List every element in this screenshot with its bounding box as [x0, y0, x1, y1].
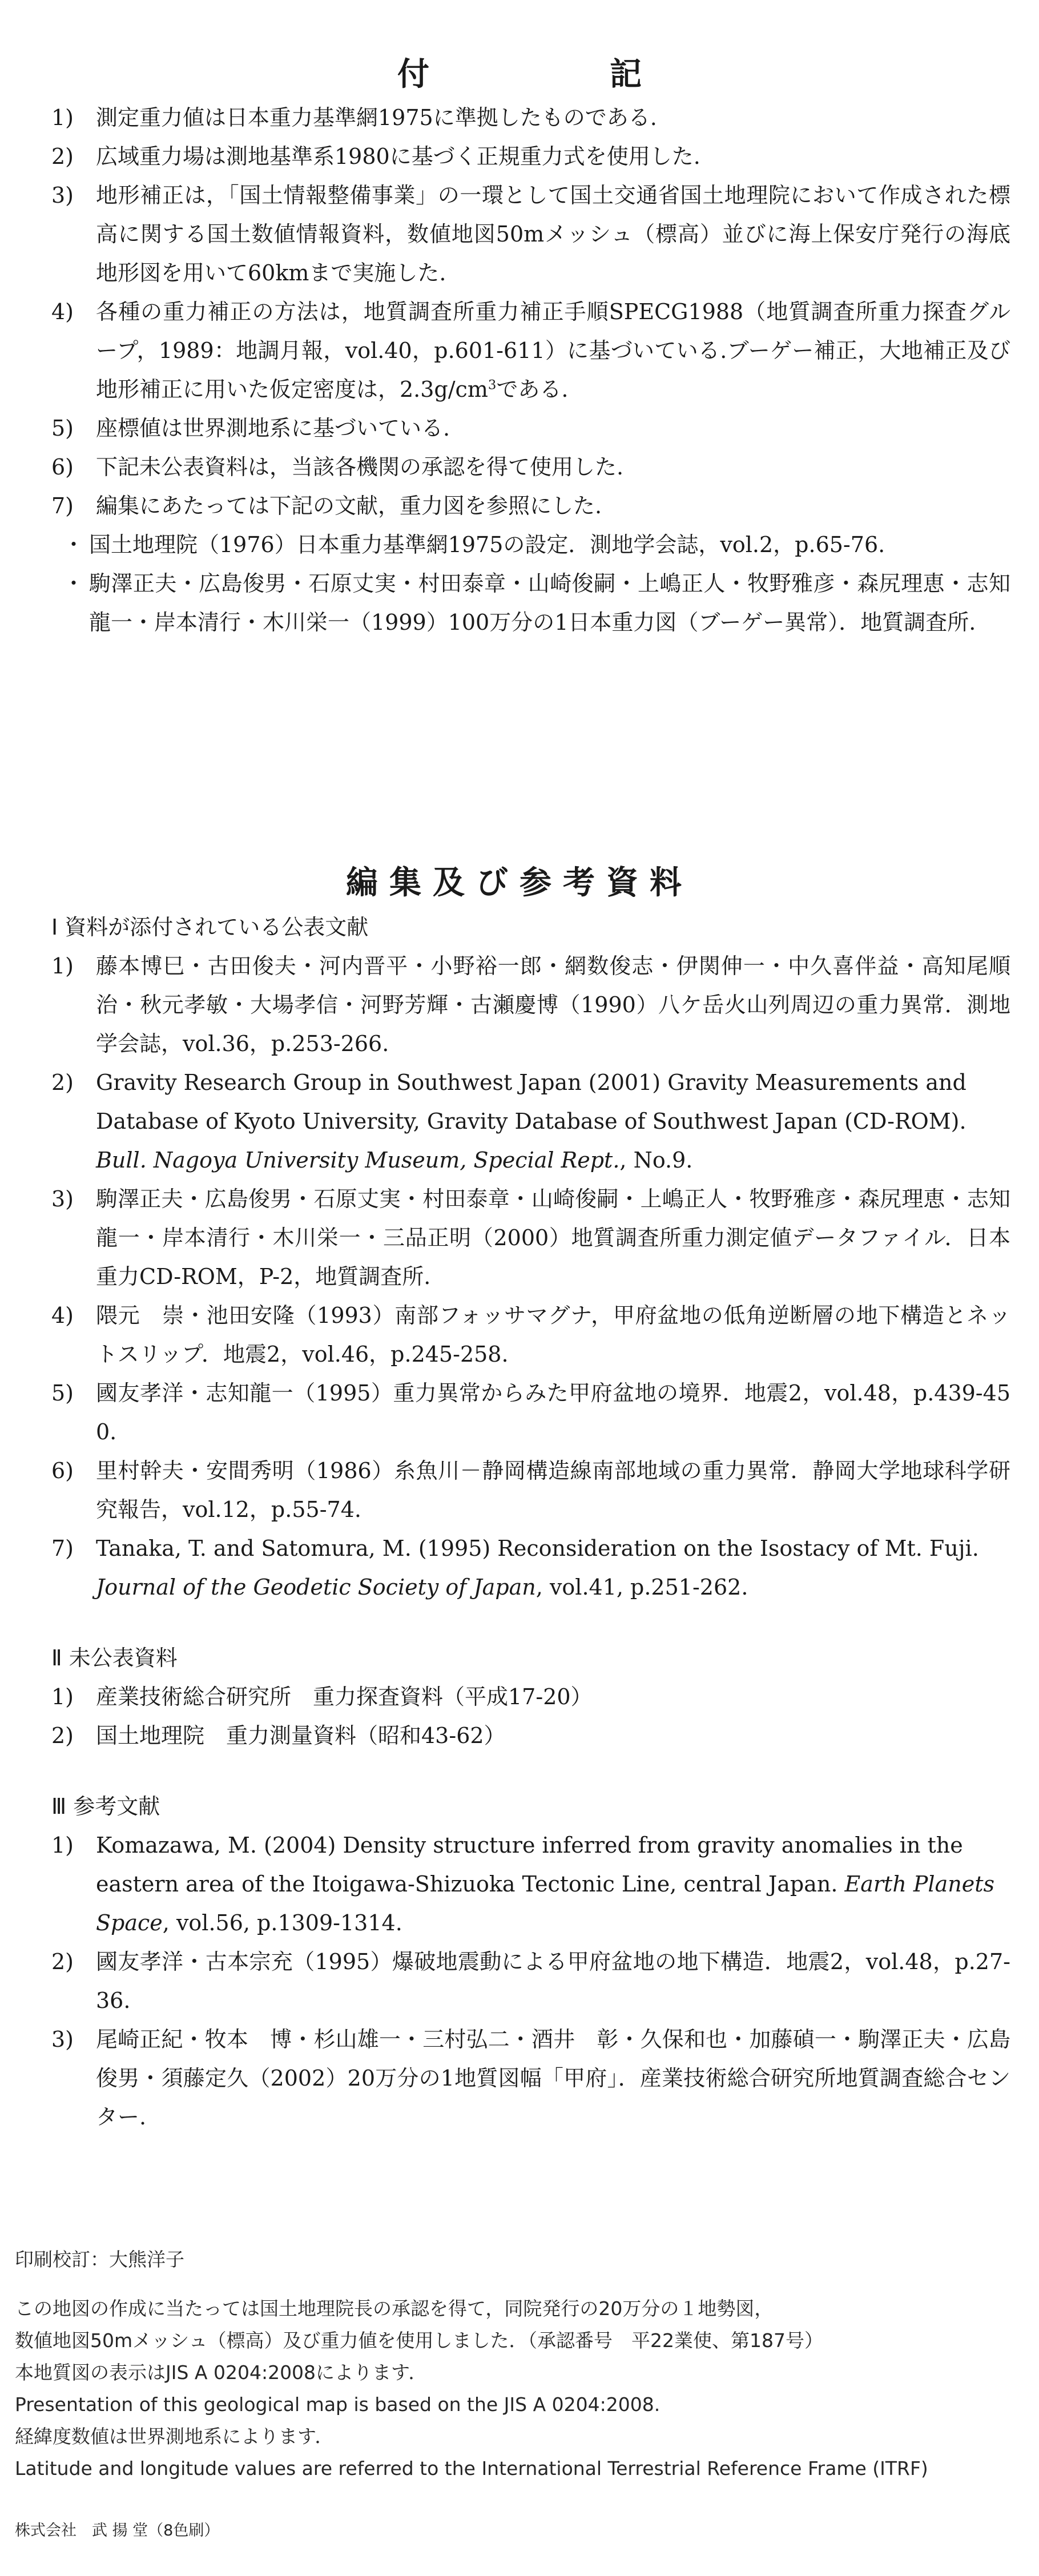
- spacer: [51, 1607, 1010, 1639]
- approval-line: 数値地図50mメッシュ（標高）及び重力値を使用しました．（承認番号 平22業使、第187号）: [15, 2329, 823, 2352]
- jis-note-ja: 本地質図の表示はJIS A 0204:2008によります．: [15, 2361, 428, 2384]
- latlon-note-ja: 経緯度数値は世界測地系によります．: [15, 2425, 334, 2448]
- item-text: 広域重力場は測地基準系1980に基づく正規重力式を使用した.: [96, 144, 700, 169]
- supplement-bullet-1: [51, 525, 1010, 564]
- reference-item: [51, 1529, 1010, 1607]
- section-heading-references: Ⅲ 参考文献: [51, 1794, 160, 1819]
- references-list: [51, 908, 1010, 2136]
- item-text: 尾崎正紀・牧本 博・杉山雄一・三村弘二・酒井 彰・久保和也・加藤碵一・駒澤正夫・広島俊男・須藤定久（2002）20万分の1地質図幅「甲府」．産業技術総合研究所地質調査総合センター.: [96, 2027, 1010, 2130]
- bullet-mark: ・: [63, 571, 85, 596]
- reference-item: [51, 1942, 1010, 2020]
- bullet-mark: ・: [63, 532, 85, 557]
- item-number: 1): [51, 1833, 74, 1858]
- item-number: 5): [51, 416, 74, 441]
- item-number: 2): [51, 1070, 74, 1095]
- supplement-title: 付 記: [397, 56, 716, 93]
- section-heading-unpublished: Ⅱ 未公表資料: [51, 1645, 178, 1671]
- item-number: 6): [51, 454, 74, 480]
- supplement-item-5: [51, 409, 1010, 448]
- proofreader-line: 印刷校訂：大熊洋子: [15, 2248, 184, 2271]
- item-number: 2): [51, 1723, 74, 1748]
- references-title: 編集及び参考資料: [346, 864, 693, 901]
- item-text-part: , No.9.: [619, 1148, 693, 1173]
- reference-item: [51, 2020, 1010, 2136]
- bullet-text: 国土地理院（1976）日本重力基準網1975の設定．測地学会誌，vol.2，p.65-76.: [89, 532, 885, 557]
- item-number: 4): [51, 1303, 74, 1328]
- reference-item: [51, 1826, 1010, 1942]
- item-number: 3): [51, 2027, 74, 2052]
- spacer: [15, 2276, 1031, 2293]
- item-text: [96, 1826, 1010, 1942]
- colophon: [15, 2244, 1031, 2485]
- item-number: 7): [51, 1536, 74, 1561]
- item-text-part: Gravity Research Group in Southwest Japan (2001) Gravity Measurements and Database of Kyoto University, Gravity Database of Southwest Japan (CD-ROM).: [96, 1070, 966, 1134]
- section-heading-published: Ⅰ 資料が添付されている公表文献: [51, 915, 369, 940]
- approval-line: この地図の作成に当たっては国土地理院長の承認を得て，同院発行の20万分の１地勢図，: [15, 2297, 774, 2320]
- spacer: [51, 1755, 1010, 1787]
- reference-item: [51, 1677, 1010, 1716]
- item-text: 国土地理院 重力測量資料（昭和43-62）: [96, 1723, 506, 1748]
- journal-name: Journal of the Geodetic Society of Japan: [96, 1575, 536, 1600]
- item-text-part: , vol.56, p.1309-1314.: [162, 1910, 402, 1935]
- item-text: 國友孝洋・古本宗充（1995）爆破地震動による甲府盆地の地下構造．地震2，vol.48，p.27-36.: [96, 1949, 1010, 2013]
- item-text-part: Tanaka, T. and Satomura, M. (1995) Reconsideration on the Isostacy of Mt. Fuji.: [96, 1536, 979, 1561]
- reference-item: [51, 947, 1010, 1063]
- supplement-list: [51, 98, 1010, 642]
- item-text: 藤本博巳・古田俊夫・河内晋平・小野裕一郎・網数俊志・伊関伸一・中久喜伴益・高知尾順治・秋元孝敏・大場孝信・河野芳輝・古瀬慶博（1990）八ケ岳火山列周辺の重力異常．測地学会誌，vol.36，p.253-266.: [96, 953, 1010, 1056]
- item-text-part: , vol.41, p.251-262.: [535, 1575, 748, 1600]
- item-number: 3): [51, 183, 74, 208]
- item-text: 下記未公表資料は，当該各機関の承認を得て使用した.: [96, 454, 624, 480]
- jis-note-en: Presentation of this geological map is based on the JIS A 0204:2008.: [15, 2393, 661, 2416]
- supplement-item-1: [51, 98, 1010, 137]
- journal-name: Earth Planets Space: [96, 1871, 994, 1935]
- item-text: 測定重力値は日本重力基準網1975に準拠したものである.: [96, 105, 657, 130]
- item-number: 5): [51, 1380, 74, 1406]
- item-number: 1): [51, 1684, 74, 1709]
- reference-item: [51, 1296, 1010, 1374]
- item-text: [96, 292, 1010, 409]
- supplement-item-6: [51, 448, 1010, 486]
- item-text: 地形補正は，「国土情報整備事業」の一環として国土交通省国土地理院において作成された標高に関する国土数値情報資料，数値地図50mメッシュ（標高）並びに海上保安庁発行の海底地形図を用いて60kmまで実施した.: [96, 183, 1010, 285]
- item-number: 7): [51, 493, 74, 518]
- reference-item: [51, 1063, 1010, 1180]
- item-text: 駒澤正夫・広島俊男・石原丈実・村田泰章・山崎俊嗣・上嶋正人・牧野雅彦・森尻理恵・志知龍一・岸本清行・木川栄一・三品正明（2000）地質調査所重力測定値データファイル．日本重力CD-ROM，P-2，地質調査所.: [96, 1186, 1010, 1289]
- item-text: 編集にあたっては下記の文献，重力図を参照にした.: [96, 493, 602, 518]
- item-text: 里村幹夫・安間秀明（1986）糸魚川－静岡構造線南部地域の重力異常．静岡大学地球科学研究報告，vol.12，p.55-74.: [96, 1458, 1010, 1522]
- bullet-text: 駒澤正夫・広島俊男・石原丈実・村田泰章・山崎俊嗣・上嶋正人・牧野雅彦・森尻理恵・志知龍一・岸本清行・木川栄一（1999）100万分の1日本重力図（ブーゲー異常）．地質調査所.: [89, 571, 1010, 635]
- item-text: 座標値は世界測地系に基づいている.: [96, 416, 450, 441]
- supplement-bullet-2: [51, 564, 1010, 642]
- supplement-item-4: [51, 292, 1010, 409]
- supplement-item-3: [51, 176, 1010, 292]
- item-number: 1): [51, 953, 74, 979]
- item-text-part: Komazawa, M. (2004) Density structure inferred from gravity anomalies in the eastern area of the Itoigawa-Shizuoka Tectonic Line, central Japan.: [96, 1833, 963, 1897]
- item-text-part: 各種の重力補正の方法は，地質調査所重力補正手順SPECG1988（地質調査所重力探査グループ，1989：地調月報，vol.40，p.601-611）に基づいている.ブーゲー補正，大地補正及び地形補正に用いた仮定密度は，2.3g/cm: [96, 299, 1010, 402]
- item-number: 2): [51, 144, 74, 169]
- latlon-note-en: Latitude and longitude values are referred to the International Terrestrial Reference Frame (ITRF): [15, 2457, 928, 2480]
- supplement-item-2: [51, 137, 1010, 176]
- reference-item: [51, 1374, 1010, 1451]
- item-text: 隈元 崇・池田安隆（1993）南部フォッサマグナ，甲府盆地の低角逆断層の地下構造とネットスリップ．地震2，vol.46，p.245-258.: [96, 1303, 1010, 1367]
- item-number: 1): [51, 105, 74, 130]
- supplement-item-7: [51, 486, 1010, 525]
- item-number: 6): [51, 1458, 74, 1483]
- superscript: 3: [488, 377, 497, 393]
- item-number: 3): [51, 1186, 74, 1211]
- item-text-part: である.: [496, 377, 569, 402]
- item-number: 2): [51, 1949, 74, 1974]
- reference-item: [51, 1716, 1010, 1755]
- printer-credit: 株式会社 武 揚 堂（8色刷）: [15, 2522, 220, 2539]
- item-text: 産業技術総合研究所 重力探査資料（平成17-20）: [96, 1684, 593, 1709]
- item-number: 4): [51, 299, 74, 324]
- item-text: [96, 1063, 1010, 1180]
- item-text: 國友孝洋・志知龍一（1995）重力異常からみた甲府盆地の境界．地震2，vol.48，p.439-450.: [96, 1380, 1010, 1444]
- item-text: [96, 1529, 1010, 1607]
- journal-name: Bull. Nagoya University Museum, Special Rept.: [96, 1148, 620, 1173]
- reference-item: [51, 1451, 1010, 1529]
- reference-item: [51, 1180, 1010, 1296]
